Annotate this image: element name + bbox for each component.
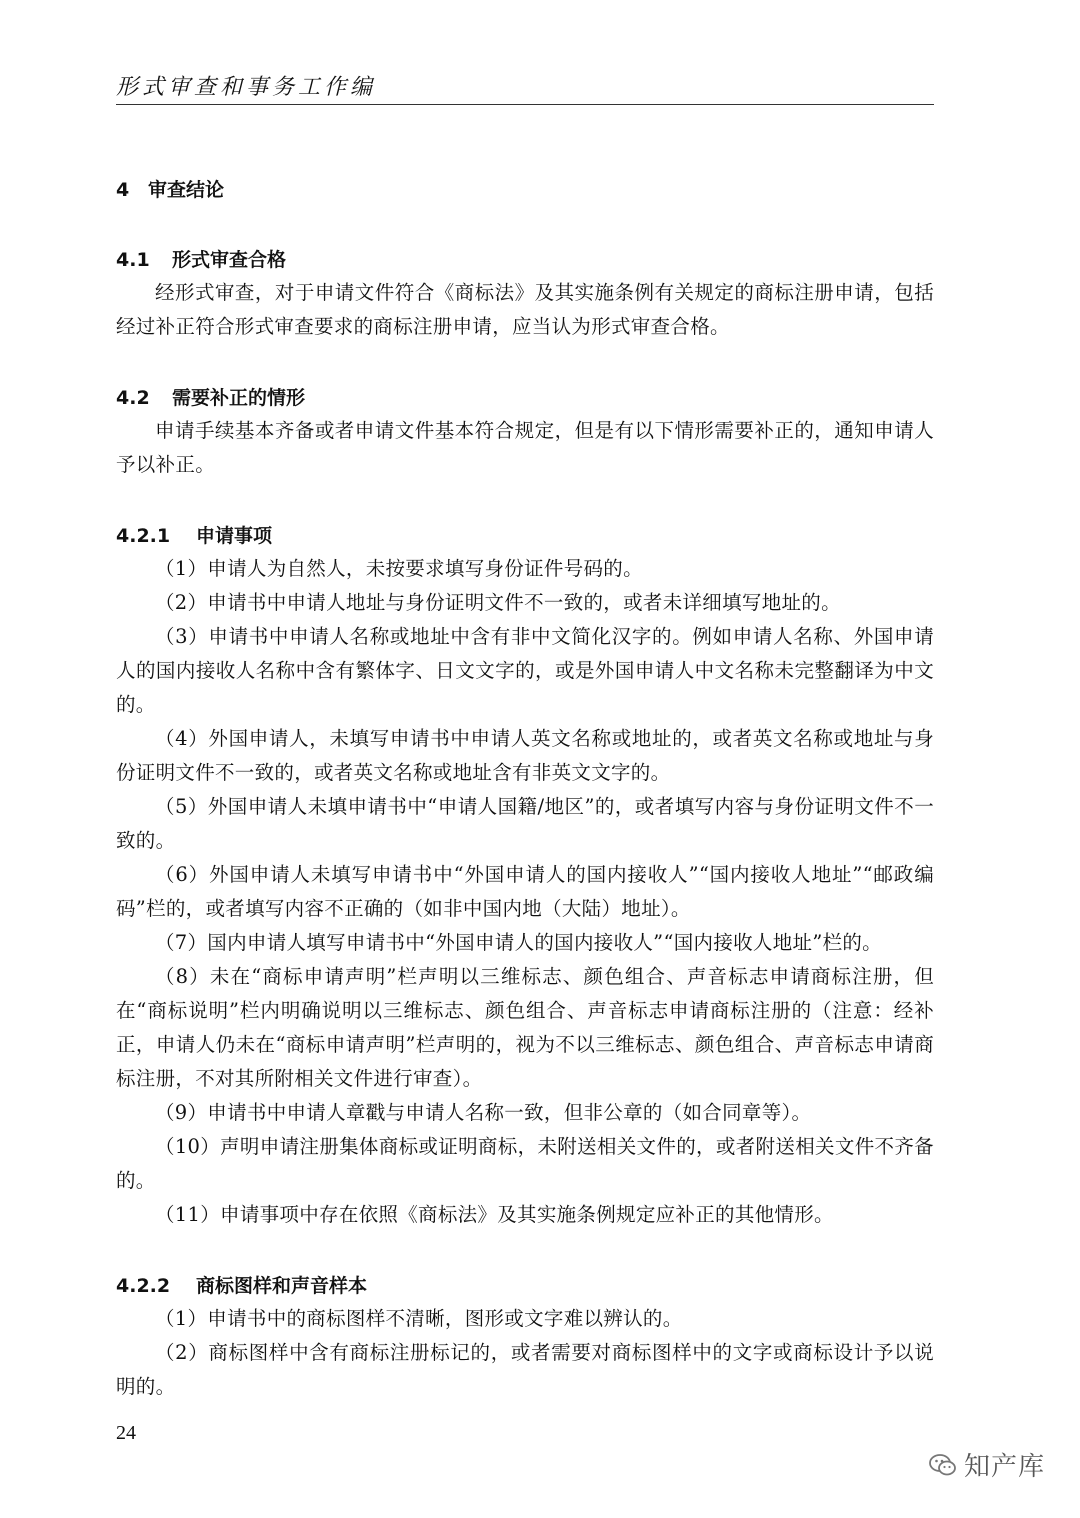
list-item: （1）申请书中的商标图样不清晰，图形或文字难以辨认的。 bbox=[155, 1307, 683, 1330]
section-number: 4.1 bbox=[116, 249, 150, 271]
list-item: （3）申请书中申请人名称或地址中含有非中文简化汉字的。例如申请人名称、外国申请人的国内接收人名称中含有繁体字、日文文字的，或是外国申请人中文名称未完整翻译为中文的。 bbox=[116, 625, 934, 716]
section-4-2-2-heading bbox=[116, 1270, 934, 1302]
list-item: （9）申请书中申请人章戳与申请人名称一致，但非公章的（如合同章等）。 bbox=[155, 1101, 812, 1124]
list-item: （8）未在“商标申请声明”栏声明以三维标志、颜色组合、声音标志申请商标注册，但在“商标说明”栏内明确说明以三维标志、颜色组合、声音标志申请商标注册的（注意：经补正，申请人仍未在“商标申请声明”栏声明的，视为不以三维标志、颜色组合、声音标志申请商标注册，不对其所附相关文件进行审查）。 bbox=[116, 965, 934, 1090]
section-title: 形式审查合格 bbox=[172, 249, 287, 271]
list-item: （5）外国申请人未填申请书中“申请人国籍/地区”的，或者填写内容与身份证明文件不一致的。 bbox=[116, 795, 934, 852]
page-number: 24 bbox=[116, 1422, 136, 1444]
list-item: （11）申请事项中存在依照《商标法》及其实施条例规定应补正的其他情形。 bbox=[155, 1203, 834, 1226]
list-item: （7）国内申请人填写申请书中“外国申请人的国内接收人”“国内接收人地址”栏的。 bbox=[155, 931, 882, 954]
wechat-icon bbox=[928, 1452, 958, 1478]
section-4-1-heading bbox=[116, 244, 934, 276]
list-item: （1）申请人为自然人，未按要求填写身份证件号码的。 bbox=[155, 557, 643, 580]
section-title: 需要补正的情形 bbox=[172, 387, 306, 409]
watermark-text: 知产库 bbox=[964, 1452, 1046, 1482]
running-header: 形式审查和事务工作编 bbox=[116, 75, 377, 100]
section-number: 4.2 bbox=[116, 387, 150, 409]
header-divider bbox=[116, 104, 934, 105]
section-title: 申请事项 bbox=[196, 525, 273, 547]
section-title: 商标图样和声音样本 bbox=[196, 1275, 368, 1297]
page-content bbox=[116, 174, 934, 1404]
section-number: 4.2.1 bbox=[116, 525, 171, 547]
list-item: （10）声明申请注册集体商标或证明商标，未附送相关文件的，或者附送相关文件不齐备的。 bbox=[116, 1135, 934, 1192]
section-4-2-1-heading bbox=[116, 520, 934, 552]
list-item: （6）外国申请人未填写申请书中“外国申请人的国内接收人”“国内接收人地址”“邮政编码”栏的，或者填写内容不正确的（如非中国内地（大陆）地址）。 bbox=[116, 863, 934, 920]
section-4-2-heading bbox=[116, 382, 934, 414]
section-number: 4.2.2 bbox=[116, 1275, 171, 1297]
section-number: 4 bbox=[116, 179, 130, 201]
list-item: （2）申请书中申请人地址与身份证明文件不一致的，或者未详细填写地址的。 bbox=[155, 591, 841, 614]
section-4-1-body: 经形式审查，对于申请文件符合《商标法》及其实施条例有关规定的商标注册申请，包括经过补正符合形式审查要求的商标注册申请，应当认为形式审查合格。 bbox=[116, 281, 934, 338]
section-title: 审查结论 bbox=[148, 179, 225, 201]
list-item: （2）商标图样中含有商标注册标记的，或者需要对商标图样中的文字或商标设计予以说明的。 bbox=[116, 1341, 934, 1398]
section-4-2-body: 申请手续基本齐备或者申请文件基本符合规定，但是有以下情形需要补正的，通知申请人予以补正。 bbox=[116, 419, 934, 476]
list-item: （4）外国申请人，未填写申请书中申请人英文名称或地址的，或者英文名称或地址与身份证明文件不一致的，或者英文名称或地址含有非英文文字的。 bbox=[116, 727, 934, 784]
watermark bbox=[928, 1446, 1045, 1483]
section-4-heading bbox=[116, 174, 934, 206]
